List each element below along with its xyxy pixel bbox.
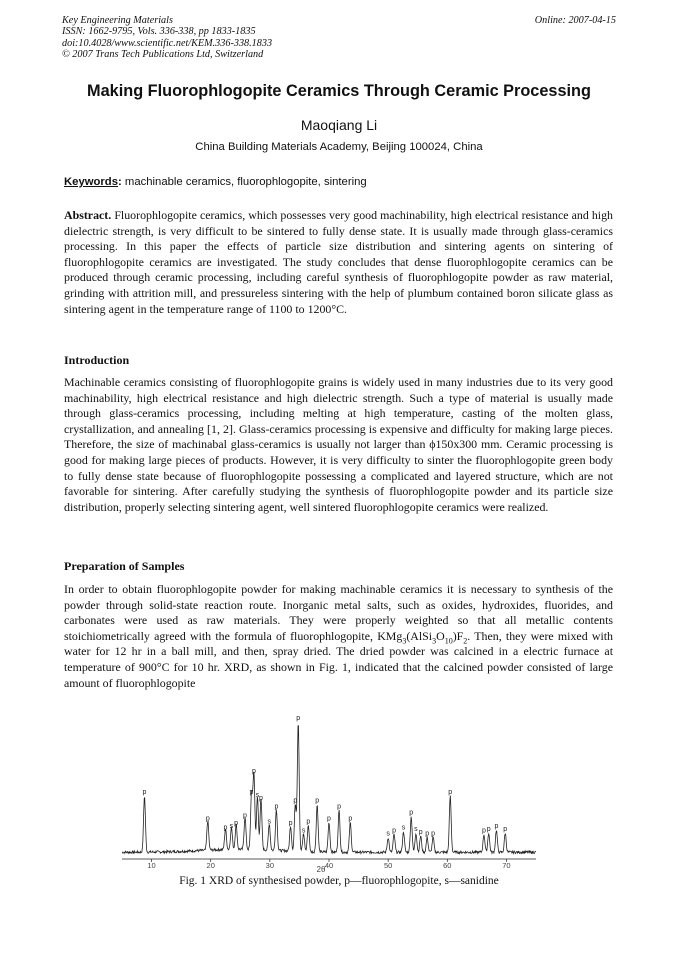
figure-caption: Fig. 1 XRD of synthesised powder, p—fluorophlogopite, s—sanidine	[179, 875, 499, 887]
peak-label: p	[486, 825, 491, 833]
author-name: Maoqiang Li	[300, 117, 378, 133]
preparation-text	[64, 582, 613, 691]
peak-label: p	[223, 824, 228, 832]
peak-label: p	[503, 825, 508, 833]
peak-label: p	[296, 714, 301, 722]
journal-header	[62, 15, 272, 60]
peak-label: p	[494, 822, 499, 830]
x-tick-label: 50	[383, 861, 393, 870]
peak-label: p	[337, 803, 342, 811]
issn-line: ISSN: 1662-9795, Vols. 336-338, pp 1833-1835	[62, 26, 256, 38]
peak-label: s	[229, 822, 234, 830]
peak-label: s	[414, 825, 418, 833]
peak-label: s	[386, 830, 390, 838]
peak-label: p	[315, 797, 320, 805]
peak-label: p	[243, 812, 247, 820]
journal-name: Key Engineering Materials	[62, 15, 173, 26]
peak-label: p	[448, 788, 453, 796]
peak-label: p	[425, 830, 430, 838]
preparation-text-part1: In order to obtain fluorophlogopite powder for making machinable ceramics it is necessary to synthesis of the powder through solid-state reaction route. Inorganic metal salts, such as oxides, hydroxides, fluorides, and carbonates were used as raw materials. They were properly weighted so that all metallic contents stoichiometrically agreed with the formula of fluorophlogopite,	[64, 582, 613, 643]
x-tick-label: 10	[147, 861, 156, 870]
author-affiliation: China Building Materials Academy, Beijing 100024, China	[195, 141, 483, 153]
abstract-label: Abstract.	[64, 208, 112, 222]
abstract-text: Fluorophlogopite ceramics, which possesses very good machinability, high electrical resistance and high dielectric strength, is very difficult to be sintered to fully dense state. It is usually made through glass-ceramics processing. In this paper the effects of particle size distribution and sintering agents on sintering of fluorophlogopite ceramics are investigated. The study concludes that dense fluorophlogopite ceramics can be produced through ceramic processing, including careful synthesis of fluorophlogopite powder as raw material, grinding with attrition mill, and pressureless sintering with the help of plumbum contained boron silicate glass as sintering agent in the temperature range of 1100 to 1200°C.	[64, 208, 613, 316]
preparation-heading: Preparation of Samples	[64, 559, 185, 573]
peak-label: p	[293, 797, 298, 805]
keywords-label: Keywords	[64, 176, 118, 188]
peak-label: p	[251, 768, 256, 776]
copyright-line: © 2007 Trans Tech Publications Ltd, Switzerland	[62, 48, 264, 60]
keywords-line	[64, 176, 367, 188]
peak-label: p	[409, 809, 414, 817]
x-tick-label: 70	[502, 861, 511, 870]
x-axis-label: 2θ	[316, 865, 326, 874]
introduction-heading: Introduction	[64, 353, 130, 367]
introduction-text: Machinable ceramics consisting of fluorophlogopite grains is widely used in many industries due to its very good machinability, high electrical resistance and high dielectric strength. Such a type of material is usually made through glass-ceramics processing, including melting at high temperature, casting of the molten glass, crystallization, and annealing [1, 2]. Glass-ceramics processing is expensive and difficulty for making large pieces. Therefore, the size of machinabal glass-ceramics is usually not larger than ϕ150x300 mm. Ceramic processing is good for making large pieces of products. However, it is very difficulty to sinter the fluorophlogopite green body to fully dense state because of fluorophlogopite possessing a complicated and layered structure, which are not favorable for sintering. After carefully studying the synthesis of fluorophlogopite powder and its particle size distribution, properly selecting sintering agent, well sintered fluorophlogopite ceramics were realized.	[64, 375, 613, 514]
x-tick-label: 60	[443, 861, 452, 870]
online-date: Online: 2007-04-15	[534, 15, 616, 26]
xrd-chart	[0, 700, 678, 880]
peak-label: s	[255, 791, 260, 799]
peak-label: p	[274, 803, 279, 811]
peak-label: p	[288, 819, 293, 827]
peak-label: s	[267, 818, 272, 826]
fluorophlogopite-formula: $KMg_3(AlSi_3O_{10})F_2$	[377, 628, 468, 646]
peak-label: p	[418, 828, 423, 836]
abstract	[64, 208, 613, 317]
peak-label: p	[205, 815, 210, 823]
peak-label: p	[348, 815, 353, 823]
keywords-text: machinable ceramics, fluorophlogopite, sintering	[121, 176, 367, 188]
preparation-text-part2: . Then, they were mixed with water for 12 hr in a ball mill, and then, spray dried. The dried powder was calcined in a electric furnace at temperature of 900°C for 10 hr. XRD, as shown in Fig. 1, indicated that the calcined powder consisted of large amount of fluorophlogopite	[64, 628, 613, 690]
xrd-pattern-line	[122, 726, 536, 854]
x-tick-label: 20	[206, 861, 215, 870]
doi-line: doi:10.4028/www.scientific.net/KEM.336-338.1833	[62, 37, 273, 49]
peak-label: p	[482, 827, 486, 835]
peak-label: p	[259, 794, 263, 802]
paper-title: Making Fluorophlogopite Ceramics Through Ceramic Processing	[87, 82, 591, 100]
peak-label: p	[234, 819, 239, 827]
peak-label: p	[142, 788, 147, 796]
peak-label: p	[431, 830, 436, 838]
peak-label: p	[249, 788, 254, 796]
peak-label: p	[306, 818, 311, 826]
peak-label: p	[327, 815, 331, 823]
peak-label: s	[301, 827, 306, 835]
peak-label: s	[401, 824, 406, 832]
x-tick-label: 40	[324, 861, 334, 870]
keywords-colon: :	[118, 176, 122, 188]
x-tick-label: 30	[265, 861, 275, 870]
peak-label: p	[392, 827, 397, 835]
